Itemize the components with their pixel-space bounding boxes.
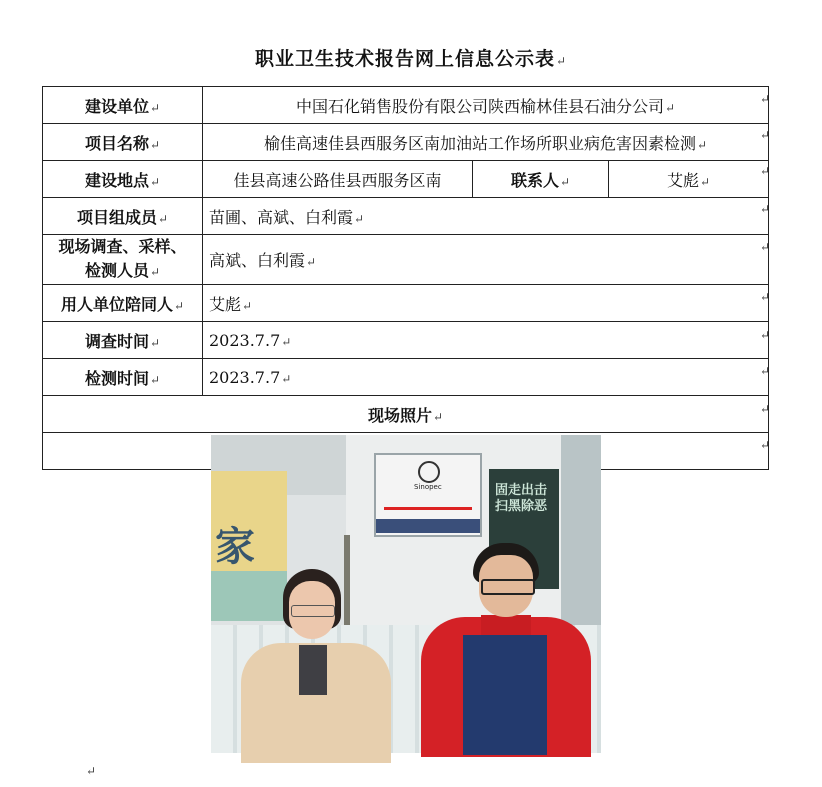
row-end-mark: ↵	[759, 164, 770, 178]
person-right-glasses	[481, 579, 535, 595]
escort-value: 艾彪↵	[203, 285, 769, 322]
row-end-mark: ↵	[759, 128, 770, 142]
row-end-mark: ↵	[759, 92, 770, 106]
survey-time-label: 调查时间↵	[43, 322, 203, 359]
escort-label: 用人单位陪同人↵	[43, 285, 203, 322]
row-end-mark: ↵	[759, 240, 770, 254]
sign-blue-band	[376, 519, 480, 533]
row-end-mark: ↵	[759, 402, 770, 416]
row-unit	[43, 87, 769, 124]
row-location	[43, 161, 769, 198]
poster-right-text: 固走出击 扫黑除恶	[495, 483, 548, 514]
members-value: 苗圃、高斌、白利霞↵	[203, 198, 769, 235]
test-time-label: 检测时间↵	[43, 359, 203, 396]
project-value: 榆佳高速佳县西服务区南加油站工作场所职业病危害因素检测↵	[203, 124, 769, 161]
test-time-value: 2023.7.7↵	[203, 359, 769, 396]
paragraph-end-mark: ↵	[86, 764, 97, 778]
photo-sign	[374, 453, 482, 537]
row-end-mark: ↵	[759, 438, 770, 452]
survey-staff-value: 高斌、白利霞↵	[203, 235, 769, 285]
photo-pipe	[344, 535, 350, 625]
survey-time-value: 2023.7.7↵	[203, 322, 769, 359]
poster-left-char: 家	[215, 523, 255, 570]
sign-logo-text: Sinopec	[414, 483, 442, 491]
row-end-mark: ↵	[759, 290, 770, 304]
project-label: 项目名称↵	[43, 124, 203, 161]
photo-poster-left	[211, 471, 287, 621]
row-end-mark: ↵	[759, 364, 770, 378]
info-table	[42, 86, 769, 570]
contact-label: 联系人↵	[473, 161, 609, 198]
photo-cell	[43, 433, 769, 570]
row-survey-staff	[43, 235, 769, 285]
person-right-jacket-panel	[463, 635, 547, 755]
site-photo	[211, 435, 601, 753]
row-escort	[43, 285, 769, 322]
survey-staff-label: 现场调查、采样、 检测人员↵	[43, 235, 203, 285]
row-project	[43, 124, 769, 161]
sign-red-line	[384, 507, 472, 510]
row-end-mark: ↵	[759, 328, 770, 342]
person-left-glasses	[291, 605, 335, 617]
contact-value: 艾彪↵	[609, 161, 769, 198]
unit-label: 建设单位↵	[43, 87, 203, 124]
members-label: 项目组成员↵	[43, 198, 203, 235]
person-right-collar	[481, 615, 531, 635]
sinopec-logo-icon	[418, 461, 440, 483]
row-test-time	[43, 359, 769, 396]
poster-left-strip	[211, 571, 287, 621]
row-photo	[43, 433, 769, 470]
unit-value: 中国石化销售股份有限公司陕西榆林佳县石油分公司↵	[203, 87, 769, 124]
person-left-shirt	[299, 645, 327, 695]
location-label: 建设地点↵	[43, 161, 203, 198]
photo-header-label: 现场照片↵	[43, 396, 769, 433]
row-end-mark: ↵	[759, 202, 770, 216]
row-members	[43, 198, 769, 235]
location-value: 佳县高速公路佳县西服务区南	[203, 161, 473, 198]
row-survey-time	[43, 322, 769, 359]
page-title: 职业卫生技术报告网上信息公示表↵	[254, 48, 568, 70]
row-photo-header	[43, 396, 769, 433]
